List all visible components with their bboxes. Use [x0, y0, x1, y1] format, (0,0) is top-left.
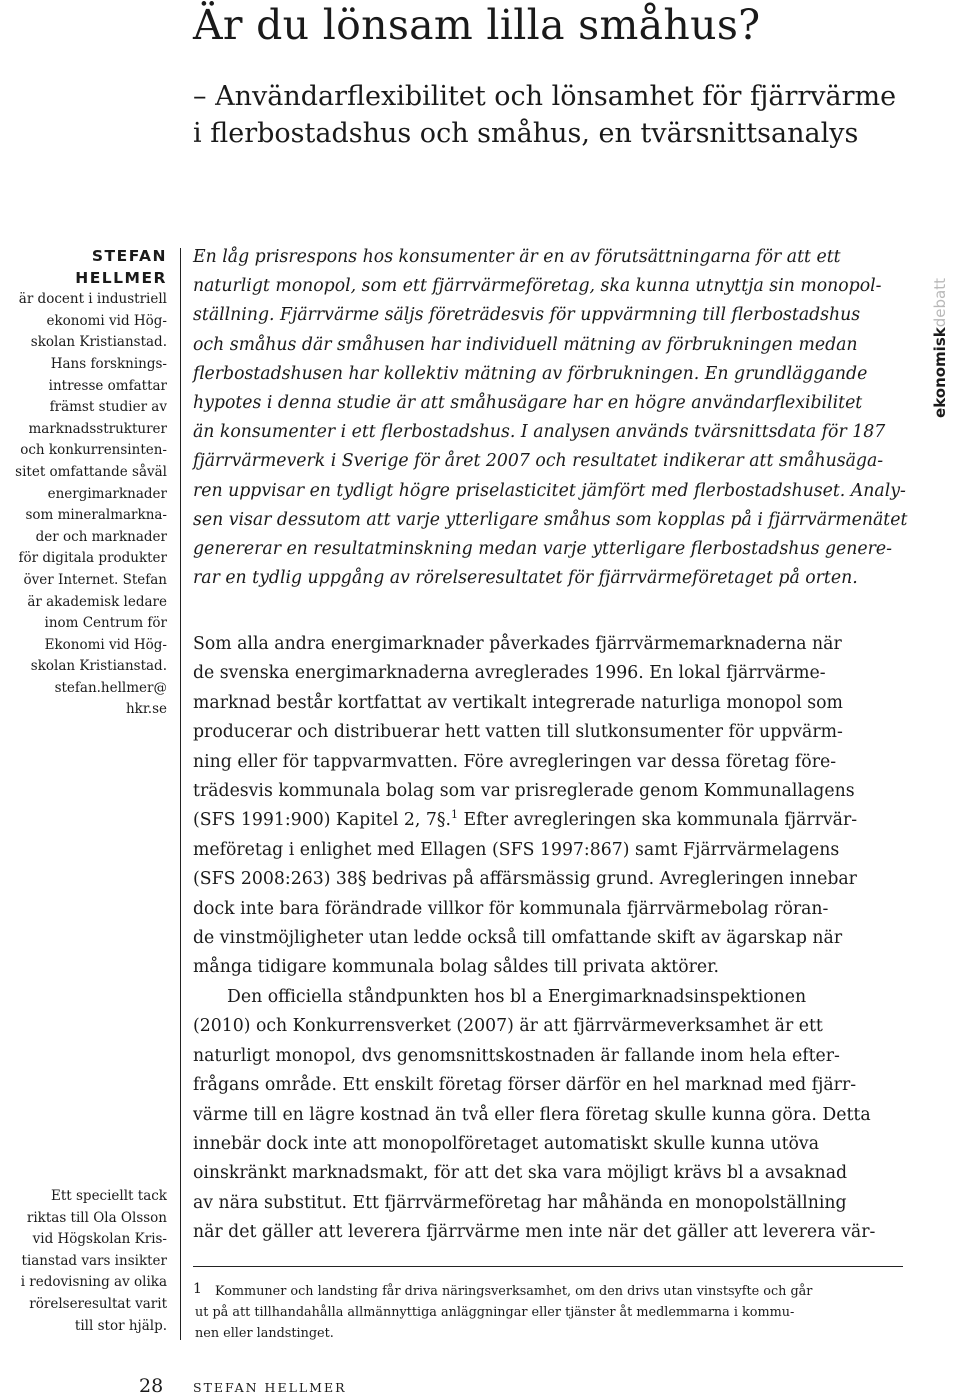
author-name-line: STEFAN: [91, 247, 167, 265]
abstract-line: fjärrvärmeverk i Sverige för året 2007 och resultatet indikerar att småhusäga-: [193, 451, 884, 472]
body-line: oinskränkt marknadsmakt, för att det ska vara möjligt krävs bl a avsaknad: [193, 1163, 848, 1184]
body-line: [193, 806, 913, 835]
bio-line: energimarknader: [47, 485, 167, 502]
bio-line: der och marknader: [35, 528, 167, 545]
article-title: Är du lönsam lilla småhus?: [193, 1, 761, 49]
acknowledgement-line: i redovisning av olika: [20, 1274, 167, 1291]
body-line: frågans område. Ett enskilt företag förser därför en hel marknad med fjärr-: [193, 1075, 857, 1096]
footnote-line: [193, 1279, 913, 1302]
running-author: STEFAN HELLMER: [193, 1380, 347, 1395]
section-tag-light: debatt: [931, 278, 949, 328]
bio-line: är akademisk ledare: [27, 593, 167, 610]
bio-line: och konkurrensinten-: [20, 442, 167, 459]
footnote-mark: 1: [193, 1281, 202, 1297]
footnote: [193, 1279, 913, 1344]
bio-line: för digitala produkter: [18, 550, 167, 567]
body-line: när det gäller att leverera fjärrvärme men inte när det gäller att leverera vär-: [193, 1222, 876, 1243]
footnote-divider: [193, 1266, 903, 1267]
section-tag-dark: ekonomisk: [931, 327, 949, 418]
bio-line: skolan Kristianstad.: [30, 658, 167, 675]
body-line: (SFS 2008:263) 38§ bedrivas på affärsmässig grund. Avregleringen innebar: [193, 869, 857, 890]
abstract-line: genererar en resultatminskning medan varje ytterligare flerbostadshus genere-: [193, 539, 892, 560]
body-line: (2010) och Konkurrensverket (2007) är att fjärrvärmeverksamhet är ett: [193, 1016, 823, 1037]
body-line: de vinstmöjligheter utan ledde också till omfattande skift av ägarskap när: [193, 928, 843, 949]
body-line-part: (SFS 1991:900) Kapitel 2, 7§.: [193, 810, 452, 831]
abstract: [193, 243, 913, 593]
abstract-line: och småhus där småhusen har individuell mätning av förbrukningen medan: [193, 334, 858, 355]
author-email[interactable]: hkr.se: [125, 701, 167, 718]
body-line-part: Efter avregleringen ska kommunala fjärrvär-: [458, 810, 858, 831]
abstract-line: flerbostadshusen har kollektiv mätning av förbrukningen. En grundläggande: [193, 363, 868, 384]
section-tag: [920, 248, 960, 448]
acknowledgement-line: riktas till Ola Olsson: [26, 1209, 167, 1226]
body-line: trädesvis kommunala bolag som var prisreglerade genom Kommunallagens: [193, 781, 855, 802]
abstract-line: rar en tydlig uppgång av rörelseresultatet för fjärrvärmeföretaget på orten.: [193, 568, 858, 589]
body-line: värme till en lägre kostnad än två eller flera företag skulle kunna göra. Detta: [193, 1104, 871, 1125]
body-line: dock inte bara förändrade villkor för kommunala fjärrvärmebolag röran-: [193, 898, 829, 919]
body-line: innebär dock inte att monopolföretaget automatiskt skulle kunna utöva: [193, 1133, 819, 1154]
body-line: naturligt monopol, dvs genomsnittskostnaden är fallande inom hela efter-: [193, 1045, 840, 1066]
author-name-line: HELLMER: [75, 268, 167, 287]
body-line: de svenska energimarknaderna avreglerades 1996. En lokal fjärrvärme-: [193, 663, 826, 684]
body-text: [193, 630, 913, 1248]
abstract-line: än konsumenter i ett flerbostadshus. I analysen används tvärsnittsdata för 187: [193, 422, 886, 443]
bio-line: sitet omfattande såväl: [15, 463, 167, 480]
acknowledgement: [0, 1186, 167, 1337]
bio-line: Ekonomi vid Hög-: [44, 636, 167, 653]
acknowledgement-line: Ett speciellt tack: [51, 1188, 167, 1204]
abstract-line: naturligt monopol, som ett fjärrvärmeföretag, ska kunna utnyttja sin monopol-: [193, 276, 882, 297]
bio-line: främst studier av: [49, 399, 167, 416]
acknowledgement-line: till stor hjälp.: [74, 1317, 167, 1334]
body-line: Som alla andra energimarknader påverkades fjärrvärmemarknaderna när: [193, 634, 842, 654]
author-bio: [0, 246, 167, 721]
body-line: marknad består kortfattat av vertikalt integrerade naturliga monopol som: [193, 692, 843, 713]
abstract-line: En låg prisrespons hos konsumenter är en av förutsättningarna för att ett: [193, 247, 841, 267]
footnote-line: nen eller landstinget.: [195, 1326, 334, 1341]
abstract-line: sen visar dessutom att varje ytterligare småhus som kopplas på i fjärrvärmenätet: [193, 509, 908, 530]
subtitle-line: – Användarflexibilitet och lönsamhet för fjärrvärme: [193, 81, 897, 112]
body-line: av nära substitut. Ett fjärrvärmeföretag har måhända en monopolställning: [193, 1192, 847, 1213]
acknowledgement-line: rörelseresultat varit: [29, 1295, 167, 1312]
abstract-line: ren uppvisar en tydligt högre priselasticitet jämfört med flerbostadshuset. Analy-: [193, 480, 906, 501]
subtitle-line: i flerbostadshus och småhus, en tvärsnittsanalys: [193, 118, 859, 149]
bio-line: ekonomi vid Hög-: [46, 312, 167, 329]
body-line: producerar och distribuerar hett vatten till slutkonsumenter för uppvärm-: [193, 722, 843, 743]
abstract-line: hypotes i denna studie är att småhusägare har en högre användarflexibilitet: [193, 393, 863, 414]
body-line: många tidigare kommunala bolag såldes till privata aktörer.: [193, 957, 719, 978]
bio-line: intresse omfattar: [48, 377, 167, 394]
bio-line: är docent i industriell: [18, 291, 167, 308]
page-number: 28: [139, 1375, 164, 1397]
section-tag-text: [920, 248, 960, 448]
body-line: ning eller för tappvarmvatten. Före avregleringen var dessa företag före-: [193, 751, 837, 772]
bio-line: inom Centrum för: [44, 615, 167, 632]
acknowledgement-line: vid Högskolan Kris-: [32, 1231, 167, 1248]
abstract-line: ställning. Fjärrvärme säljs företrädesvis för uppvärmning till flerbostadshus: [193, 305, 861, 326]
bio-line: skolan Kristianstad.: [30, 334, 167, 351]
bio-line: Hans forsknings-: [50, 355, 167, 372]
acknowledgement-line: tianstad vars insikter: [21, 1252, 167, 1269]
body-line: meföretag i enlighet med Ellagen (SFS 1997:867) samt Fjärrvärmelagens: [193, 839, 840, 860]
footnote-line: ut på att tillhandahålla allmännyttiga anläggningar eller tjänster åt medlemmarna i kommu-: [195, 1305, 795, 1320]
footnote-text: Kommuner och landsting får driva näringsverksamhet, om den drivs utan vinstsyfte och går: [215, 1284, 813, 1299]
bio-line: marknadsstrukturer: [28, 420, 167, 437]
article-subtitle: [193, 78, 896, 152]
footnote-reference[interactable]: 1: [451, 808, 459, 822]
author-email[interactable]: stefan.hellmer@: [54, 679, 167, 696]
bio-line: som mineralmarkna-: [25, 507, 167, 524]
sidebar-divider: [180, 248, 181, 1340]
body-line: Den officiella ståndpunkten hos bl a Energimarknadsinspektionen: [227, 986, 807, 1007]
bio-line: över Internet. Stefan: [23, 571, 167, 588]
